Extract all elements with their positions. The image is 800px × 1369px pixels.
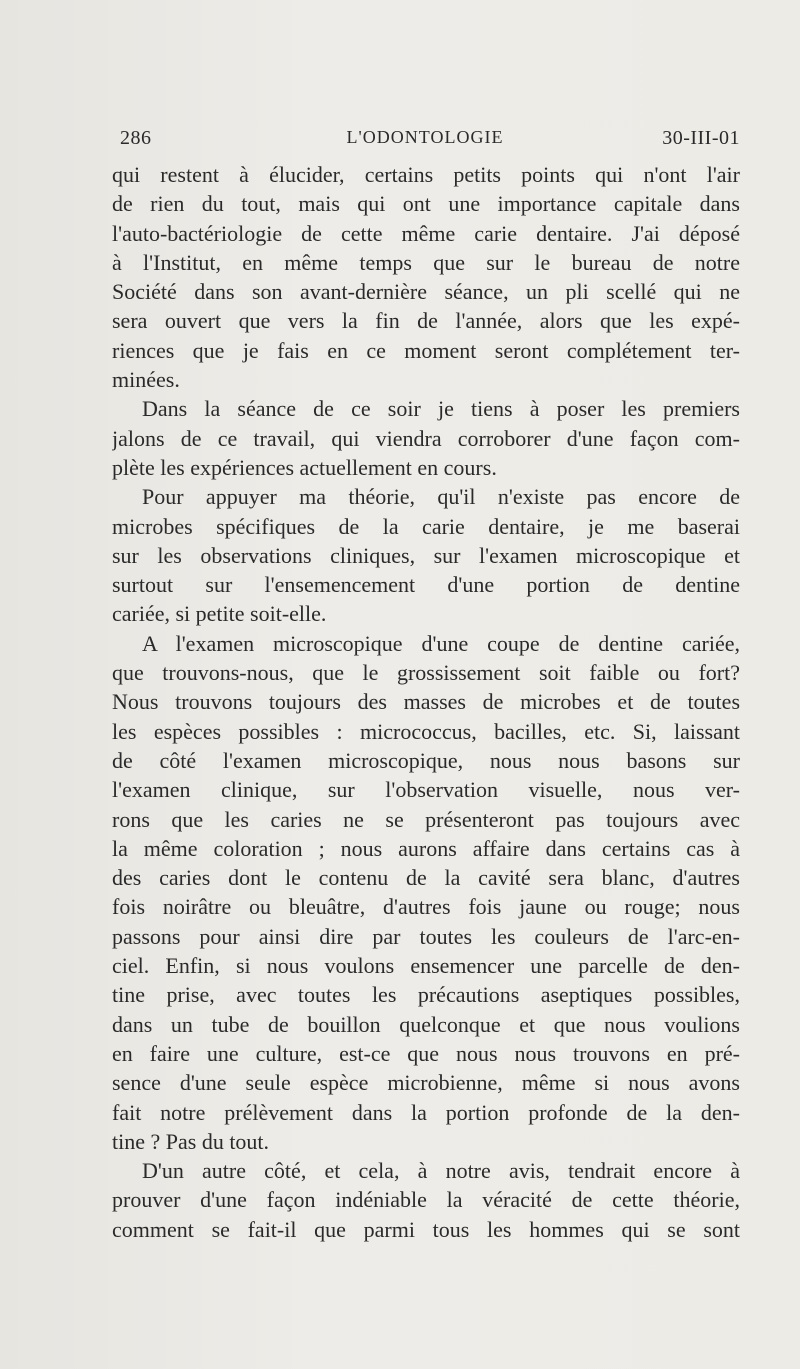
text-line: riences que je fais en ce moment seront complétement ter- [112, 337, 740, 363]
text-line: D'un autre côté, et cela, à notre avis, tendrait encore à [142, 1158, 740, 1184]
text-line: fait notre prélèvement dans la portion profonde de la den- [112, 1099, 740, 1125]
text-line: des caries dont le contenu de la cavité sera blanc, d'autres [112, 865, 740, 891]
text-line: prouver d'une façon indéniable la véracité de cette théorie, [112, 1187, 740, 1213]
text-line: à l'Institut, en même temps que sur le bureau de notre [112, 249, 740, 275]
text-line: sera ouvert que vers la fin de l'année, alors que les expé- [112, 308, 740, 334]
text-line: ciel. Enfin, si nous voulons ensemencer une parcelle de den- [112, 953, 740, 979]
text-line: comment se fait-il que parmi tous les hommes qui se sont [112, 1216, 740, 1242]
text-line: jalons de ce travail, qui viendra corroborer d'une façon com- [112, 425, 740, 451]
text-line: sur les observations cliniques, sur l'examen microscopique et [112, 542, 740, 568]
text-line: rons que les caries ne se présenteront pas toujours avec [112, 806, 740, 832]
text-line: Dans la séance de ce soir je tiens à poser les premiers [142, 396, 740, 422]
page-number: 286 [120, 127, 152, 149]
text-line: tine ? Pas du tout. [112, 1128, 270, 1154]
text-line: l'auto-bactériologie de cette même carie dentaire. J'ai déposé [112, 220, 740, 246]
text-line: Nous trouvons toujours des masses de microbes et de toutes [112, 689, 740, 715]
text-line: qui restent à élucider, certains petits points qui n'ont l'air [112, 162, 740, 187]
text-line: surtout sur l'ensemencement d'une portion de dentine [112, 572, 740, 598]
text-line: A l'examen microscopique d'une coupe de dentine cariée, [142, 630, 740, 656]
text-line: minées. [112, 367, 180, 393]
text-line: tine prise, avec toutes les précautions aseptiques possibles, [112, 982, 740, 1008]
text-line: passons pour ainsi dire par toutes les couleurs de l'arc-en- [112, 923, 740, 949]
text-line: la même coloration ; nous aurons affaire dans certains cas à [112, 835, 740, 861]
text-line: dans un tube de bouillon quelconque et que nous voulions [112, 1011, 740, 1037]
text-line: que trouvons-nous, que le grossissement soit faible ou fort? [112, 660, 740, 686]
text-line: microbes spécifiques de la carie dentaire, je me baserai [112, 513, 740, 539]
issue-date: 30-III-01 [662, 127, 740, 149]
journal-title: L'ODONTOLOGIE [346, 127, 504, 147]
text-line: fois noirâtre ou bleuâtre, d'autres fois jaune ou rouge; nous [112, 894, 740, 920]
text-line: en faire une culture, est-ce que nous nous trouvons en pré- [112, 1040, 740, 1066]
text-line: de rien du tout, mais qui ont une importance capitale dans [112, 191, 740, 217]
text-line: Pour appuyer ma théorie, qu'il n'existe pas encore de [142, 484, 740, 510]
text-line: Société dans son avant-dernière séance, un pli scellé qui ne [112, 279, 740, 305]
text-line: cariée, si petite soit-elle. [112, 601, 327, 627]
text-line: sence d'une seule espèce microbienne, même si nous avons [112, 1070, 740, 1096]
text-line: les espèces possibles : micrococcus, bacilles, etc. Si, laissant [112, 718, 740, 744]
body-text [112, 160, 740, 1244]
text-line: de côté l'examen microscopique, nous nous basons sur [112, 747, 740, 773]
text-line: l'examen clinique, sur l'observation visuelle, nous ver- [112, 777, 740, 803]
text-line: plète les expériences actuellement en cours. [112, 454, 497, 480]
running-header [110, 127, 740, 157]
